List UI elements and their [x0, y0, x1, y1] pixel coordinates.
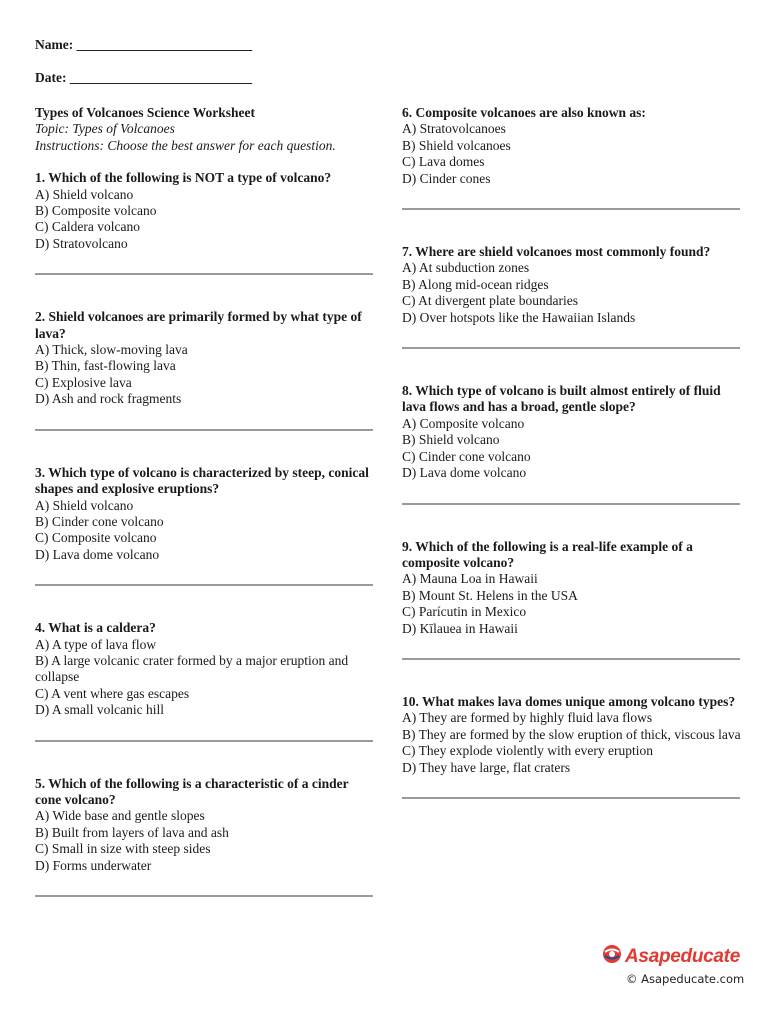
answer-line	[35, 584, 373, 586]
answer-option: B) Along mid-ocean ridges	[402, 276, 549, 292]
answer-option: B) Composite volcano	[35, 203, 157, 219]
answer-option: B) Thin, fast-flowing lava	[35, 358, 176, 374]
answer-option: A) At subduction zones	[402, 260, 530, 276]
answer-option: A) Composite volcano	[402, 415, 525, 431]
answer-option: D) Ash and rock fragments	[35, 391, 182, 407]
question-block	[35, 776, 375, 874]
question-text: 7. Where are shield volcanoes most commonly found?	[402, 244, 711, 260]
right-column	[402, 105, 742, 833]
answer-option: D) Over hotspots like the Hawaiian Islands	[402, 309, 636, 325]
left-column	[35, 105, 375, 931]
question-block	[35, 465, 375, 563]
question-text: 4. What is a caldera?	[35, 620, 156, 636]
question-block	[402, 383, 742, 481]
answer-option: A) A type of lava flow	[35, 636, 157, 652]
answer-line	[35, 273, 373, 275]
question-text: 2. Shield volcanoes are primarily formed by what type of lava?	[35, 309, 362, 341]
answer-line	[402, 658, 740, 660]
answer-option: D) Forms underwater	[35, 857, 152, 873]
answer-option: D) Lava dome volcano	[35, 546, 160, 562]
question-text: 6. Composite volcanoes are also known as:	[402, 105, 646, 120]
answer-option: D) A small volcanic hill	[35, 702, 164, 718]
answer-option: C) Explosive lava	[35, 374, 132, 390]
question-text: 8. Which type of volcano is built almost entirely of fluid lava flows and has a broad, gentle slope?	[402, 383, 721, 415]
globe-icon	[602, 944, 622, 969]
worksheet-topic: Topic: Types of Volcanoes	[35, 121, 175, 137]
answer-option: D) Stratovolcano	[35, 235, 128, 251]
answer-option: D) Kīlauea in Hawaii	[402, 620, 518, 636]
question-list-left	[35, 170, 375, 897]
answer-option: B) Shield volcano	[402, 432, 500, 448]
logo-wordmark: Asapeducate	[625, 945, 740, 967]
question-block	[402, 244, 742, 326]
answer-option: A) Mauna Loa in Hawaii	[402, 571, 538, 587]
answer-line	[402, 797, 740, 799]
answer-option: C) They explode violently with every eruption	[402, 743, 653, 759]
answer-option: A) Thick, slow-moving lava	[35, 342, 188, 358]
question-text: 5. Which of the following is a characteristic of a cinder cone volcano?	[35, 775, 349, 807]
worksheet-instructions: Instructions: Choose the best answer for each question.	[35, 137, 336, 153]
answer-option: D) Lava dome volcano	[402, 465, 527, 481]
answer-option: A) Shield volcano	[35, 186, 134, 202]
answer-option: A) Wide base and gentle slopes	[35, 808, 205, 824]
answer-option: B) A large volcanic crater formed by a major eruption and collapse	[35, 652, 349, 685]
question-block	[402, 539, 742, 637]
answer-option: B) Built from layers of lava and ash	[35, 824, 229, 840]
name-field-line: Name: __________________________	[35, 37, 253, 52]
question-block	[402, 694, 742, 776]
answer-option: A) They are formed by highly fluid lava flows	[402, 710, 653, 726]
question-list-right	[402, 105, 742, 799]
answer-option: B) They are formed by the slow eruption of thick, viscous lava	[402, 726, 741, 742]
answer-option: B) Shield volcanoes	[402, 137, 511, 153]
question-text: 1. Which of the following is NOT a type of volcano?	[35, 170, 332, 186]
answer-line	[35, 429, 373, 431]
question-block	[35, 620, 375, 718]
answer-option: B) Mount St. Helens in the USA	[402, 587, 578, 603]
answer-line	[35, 740, 373, 742]
answer-option: A) Shield volcano	[35, 497, 134, 513]
answer-option: C) At divergent plate boundaries	[402, 293, 578, 309]
answer-option: C) Caldera volcano	[35, 219, 140, 235]
date-field-line: Date: ___________________________	[35, 70, 253, 85]
answer-option: A) Stratovolcanoes	[402, 121, 506, 137]
answer-line	[402, 208, 740, 210]
worksheet-intro	[35, 105, 375, 154]
answer-option: C) Cinder cone volcano	[402, 448, 531, 464]
answer-option: D) Cinder cones	[402, 170, 491, 186]
question-block	[35, 309, 375, 407]
answer-option: D) They have large, flat craters	[402, 759, 571, 775]
answer-option: C) A vent where gas escapes	[35, 685, 190, 701]
question-text: 3. Which type of volcano is characterized by steep, conical shapes and explosive eruptions?	[35, 464, 369, 497]
answer-option: C) Composite volcano	[35, 530, 157, 546]
copyright-text: © Asapeducate.com	[626, 972, 745, 986]
answer-option: C) Small in size with steep sides	[35, 841, 211, 857]
answer-line	[402, 347, 740, 349]
worksheet-title: Types of Volcanoes Science Worksheet	[35, 105, 256, 120]
question-block	[35, 170, 375, 252]
answer-option: C) Parícutin in Mexico	[402, 604, 527, 620]
answer-option: B) Cinder cone volcano	[35, 513, 164, 529]
brand-logo	[602, 944, 740, 969]
question-text: 10. What makes lava domes unique among volcano types?	[402, 693, 736, 709]
answer-line	[402, 503, 740, 505]
question-text: 9. Which of the following is a real-life example of a composite volcano?	[402, 538, 693, 570]
answer-line	[35, 895, 373, 897]
question-block	[402, 105, 742, 187]
answer-option: C) Lava domes	[402, 154, 485, 170]
